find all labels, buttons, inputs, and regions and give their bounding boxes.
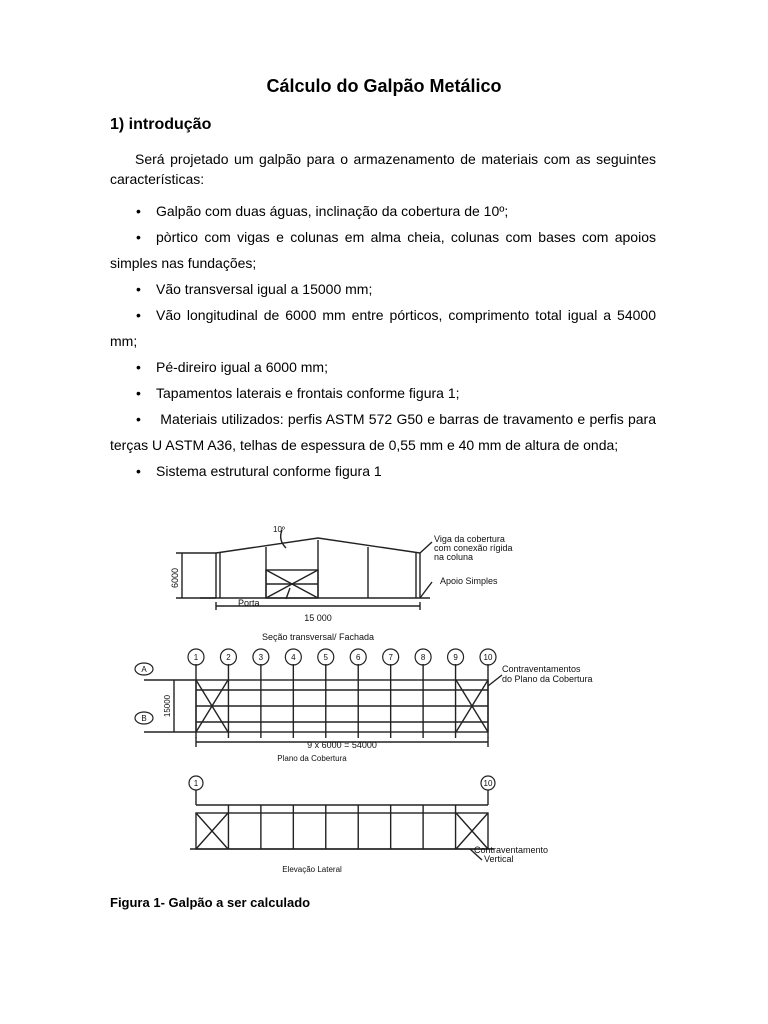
side-elevation [190,790,494,860]
bracing-label-2: do Plano da Cobertura [502,674,593,684]
axis-label: 2 [226,653,231,662]
elev-axis-10: 10 [483,779,493,788]
list-item: • Tapamentos laterais e frontais conforme figura 1; [110,380,656,406]
bullet-icon: • [136,307,141,323]
intro-paragraph: Será projetado um galpão para o armazenamento de materiais com as seguintes características: [110,151,656,187]
door-label: Porta [238,598,260,608]
bullet-icon: • [136,411,141,427]
list-item: • Materiais utilizados: perfis ASTM 572 G50 e barras de travamento e perfis para terças U ASTM A36, telhas de espessura de 0,55 mm e 40 mm de altura de onda; [110,406,656,458]
length-dimension: 9 x 6000 = 54000 [307,740,377,750]
elevation-caption: Elevação Lateral [282,865,342,874]
bracing-label: Contraventamentos [502,664,581,674]
vbracing-label: Contraventamento [474,845,549,855]
characteristics-list [110,198,656,484]
width-dimension: 15000 [163,694,172,718]
structural-figure [130,520,650,880]
span-dimension: 15 000 [304,613,332,623]
beam-label-2: com conexão rígida [434,543,513,553]
list-item: • pòrtico com vigas e colunas em alma cheia, colunas com bases com apoios simples nas fundações; [110,224,656,276]
bullet-icon: • [136,359,141,375]
beam-label: Viga da cobertura [434,534,505,544]
section-caption: Seção transversal/ Fachada [261,632,375,642]
support-label: Apoio Simples [440,576,498,586]
axis-label: 8 [420,653,426,662]
page-title: Cálculo do Galpão Metálico [266,76,502,96]
bullet-icon: • [136,385,141,401]
plan-caption: Plano da Cobertura [277,754,347,763]
bullet-icon: • [136,203,141,219]
axis-label: 3 [258,653,264,662]
axis-label: 6 [355,653,361,662]
axis-label: 10 [483,653,493,662]
axis-label: 1 [193,653,199,662]
elev-axis-1: 1 [193,779,199,788]
vbracing-label-2: Vertical [484,854,514,864]
plan-axis-lines [196,664,488,738]
row-label-b: B [141,714,147,723]
axis-label: 7 [388,653,393,662]
beam-label-3: na coluna [434,552,474,562]
axis-label: 9 [453,653,458,662]
section-heading: 1) introdução [110,116,212,133]
elevation-columns [228,805,455,849]
list-item: • Sistema estrutural conforme figura 1 [110,458,656,484]
row-label-a: A [141,665,147,674]
figure-caption: Figura 1- Galpão a ser calculado [110,895,311,910]
height-dimension: 6000 [170,567,180,589]
bullet-icon: • [136,281,141,297]
bullet-icon: • [136,463,141,479]
plan-axis-bubbles [188,649,496,665]
list-item: • Vão longitudinal de 6000 mm entre pórticos, comprimento total igual a 54000 mm; [110,302,656,354]
slope-label: 10º [273,525,285,534]
axis-label: 4 [291,653,296,662]
list-item: • Pé-direiro igual a 6000 mm; [110,354,656,380]
list-item: • Vão transversal igual a 15000 mm; [110,276,656,302]
bullet-icon: • [136,229,141,245]
list-item: • Galpão com duas águas, inclinação da cobertura de 10º; [110,198,656,224]
axis-label: 5 [323,653,329,662]
